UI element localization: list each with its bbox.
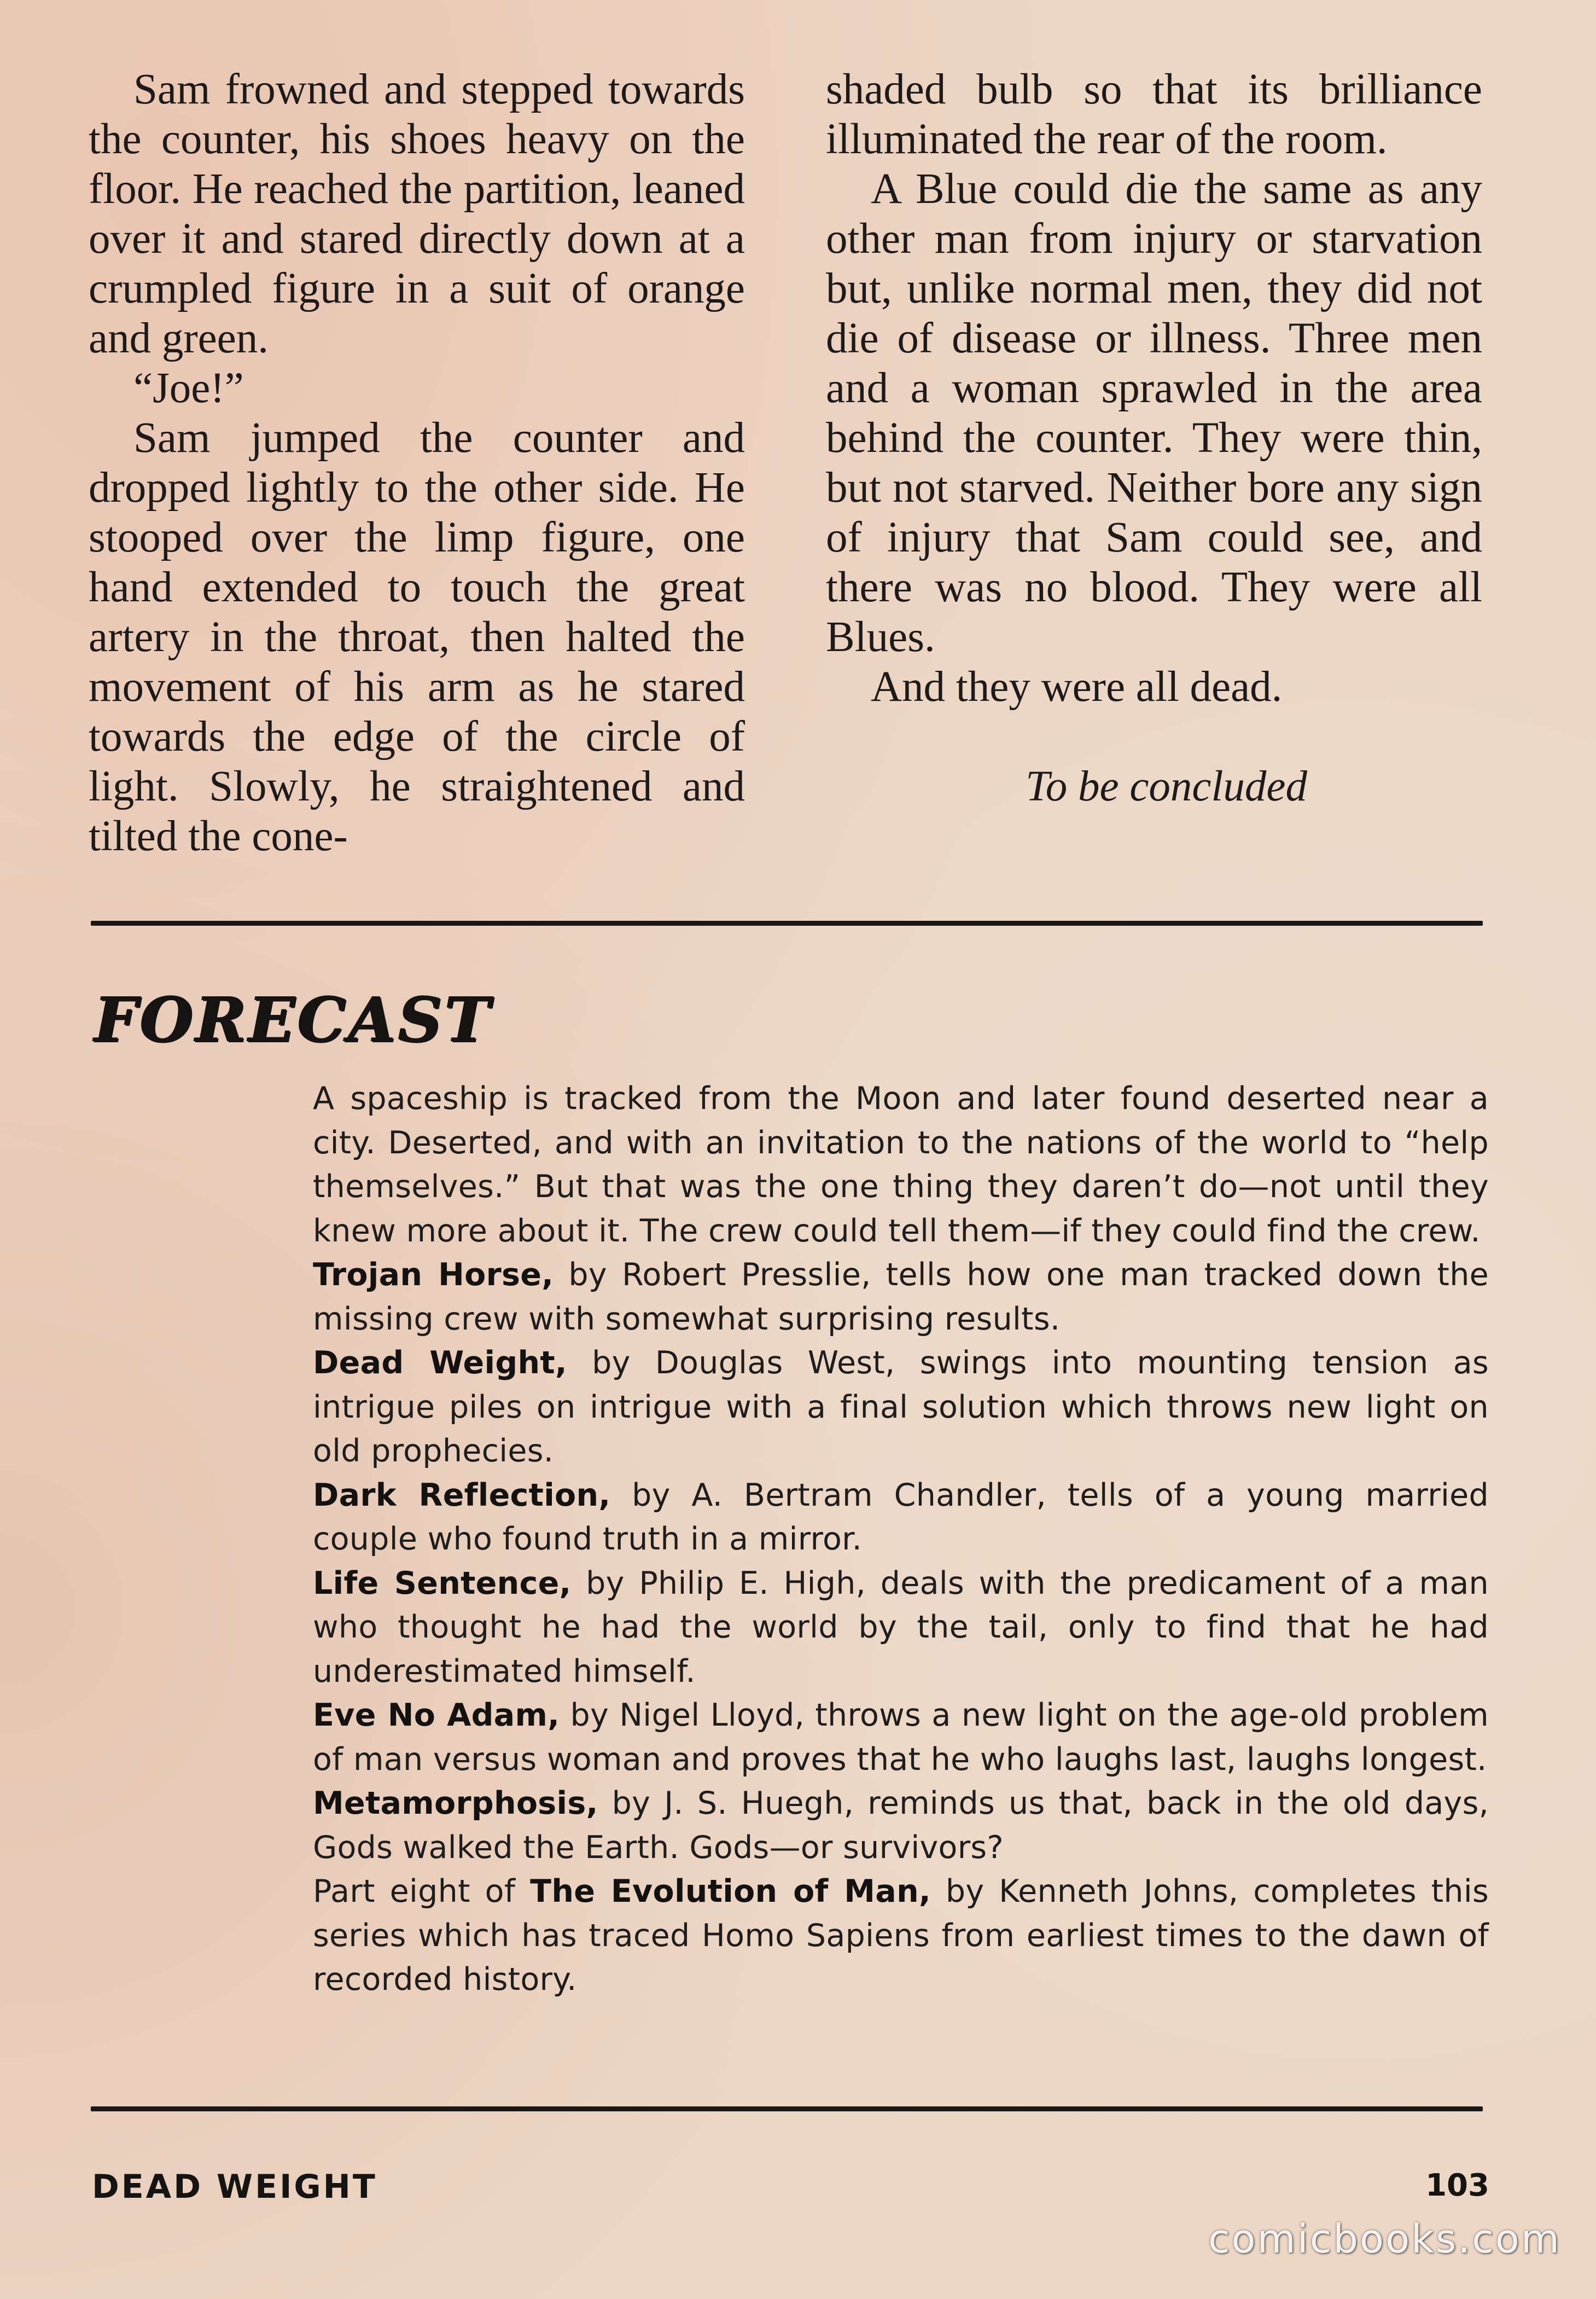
story-paragraph: Sam jumped the counter and dropped lightly to the other side. He stooped over the limp figure, one hand extended to touch the great artery in the throat, then halted the movement of his arm as he stared towards the edge of the circle of light. Slowly, he straightened and tilted the cone-: [89, 414, 745, 860]
forecast-closing-title: The Evolution of Man,: [530, 1873, 931, 1909]
section-divider-bottom: [91, 2106, 1483, 2111]
forecast-entry-text: by Philip E. High, deals with the predicament of a man who thought he had the world by the tail, only to find that he had underestimated himself.: [313, 1565, 1489, 1690]
forecast-body: [313, 1077, 1489, 2002]
story-paragraph: A Blue could die the same as any other man from injury or starvation but, unlike normal men, they did not die of disease or illness. Three men and a woman sprawled in the area behind the counter. They were thin, but not starved. Neither bore any sign of injury that Sam could see, and there was no blood. They were all Blues.: [826, 165, 1482, 661]
forecast-entry: [313, 1253, 1489, 1341]
forecast-closing: [313, 1870, 1489, 2002]
forecast-entry-text: by Nigel Lloyd, throws a new light on the age-old problem of man versus woman and proves that he who laughs last, laughs longest.: [313, 1697, 1489, 1778]
story-paragraph: shaded bulb so that its brilliance illuminated the rear of the room.: [826, 66, 1482, 163]
forecast-entry: [313, 1341, 1489, 1473]
to-be-concluded-note: To be concluded: [1026, 763, 1307, 810]
forecast-closing-prefix: Part eight of: [313, 1873, 531, 1909]
forecast-heading: FORECAST: [94, 984, 492, 1056]
forecast-entry-title: Dead Weight,: [313, 1345, 567, 1381]
story-column-right: [826, 65, 1482, 811]
running-title: DEAD WEIGHT: [92, 2168, 377, 2206]
forecast-entry-title: Metamorphosis,: [313, 1785, 598, 1821]
story-column-left: [89, 65, 745, 861]
forecast-entry: [313, 1781, 1489, 1870]
forecast-entry-title: Eve No Adam,: [313, 1697, 560, 1733]
story-paragraph: And they were all dead.: [871, 663, 1283, 711]
forecast-entry: [313, 1561, 1489, 1694]
forecast-intro: A spaceship is tracked from the Moon and later found deserted near a city. Deserted, and with an invitation to the nations of the world to “help themselves.” But that was the one thing they daren’t do—not until they knew more about it. The crew could tell them—if they could find the crew.: [313, 1081, 1489, 1249]
forecast-entry: [313, 1473, 1489, 1561]
forecast-entry-text: by Robert Presslie, tells how one man tracked down the missing crew with somewhat surprising results.: [313, 1257, 1489, 1337]
forecast-entry-text: by Douglas West, swings into mounting tension as intrigue piles on intrigue with a final solution which throws new light on old prophecies.: [313, 1345, 1489, 1469]
section-divider-top: [91, 921, 1483, 926]
forecast-entry: [313, 1693, 1489, 1781]
forecast-entry-title: Trojan Horse,: [313, 1257, 554, 1293]
story-paragraph: “Joe!”: [133, 364, 244, 412]
story-paragraph: Sam frowned and stepped towards the counter, his shoes heavy on the floor. He reached the partition, leaned over it and stared directly down at a crumpled figure in a suit of orange and green.: [89, 66, 745, 362]
watermark: comicbooks.com: [1208, 2216, 1561, 2262]
forecast-entry-title: Life Sentence,: [313, 1565, 572, 1601]
page-number: 103: [1425, 2168, 1489, 2203]
forecast-closing-text: by Kenneth Johns, completes this series which has traced Homo Sapiens from earliest times to the dawn of recorded history.: [313, 1873, 1489, 1998]
forecast-entry-text: by J. S. Huegh, reminds us that, back in the old days, Gods walked the Earth. Gods—or survivors?: [313, 1785, 1489, 1866]
forecast-entry-title: Dark Reflection,: [313, 1477, 611, 1513]
forecast-entry-text: by A. Bertram Chandler, tells of a young married couple who found truth in a mirror.: [313, 1477, 1489, 1557]
